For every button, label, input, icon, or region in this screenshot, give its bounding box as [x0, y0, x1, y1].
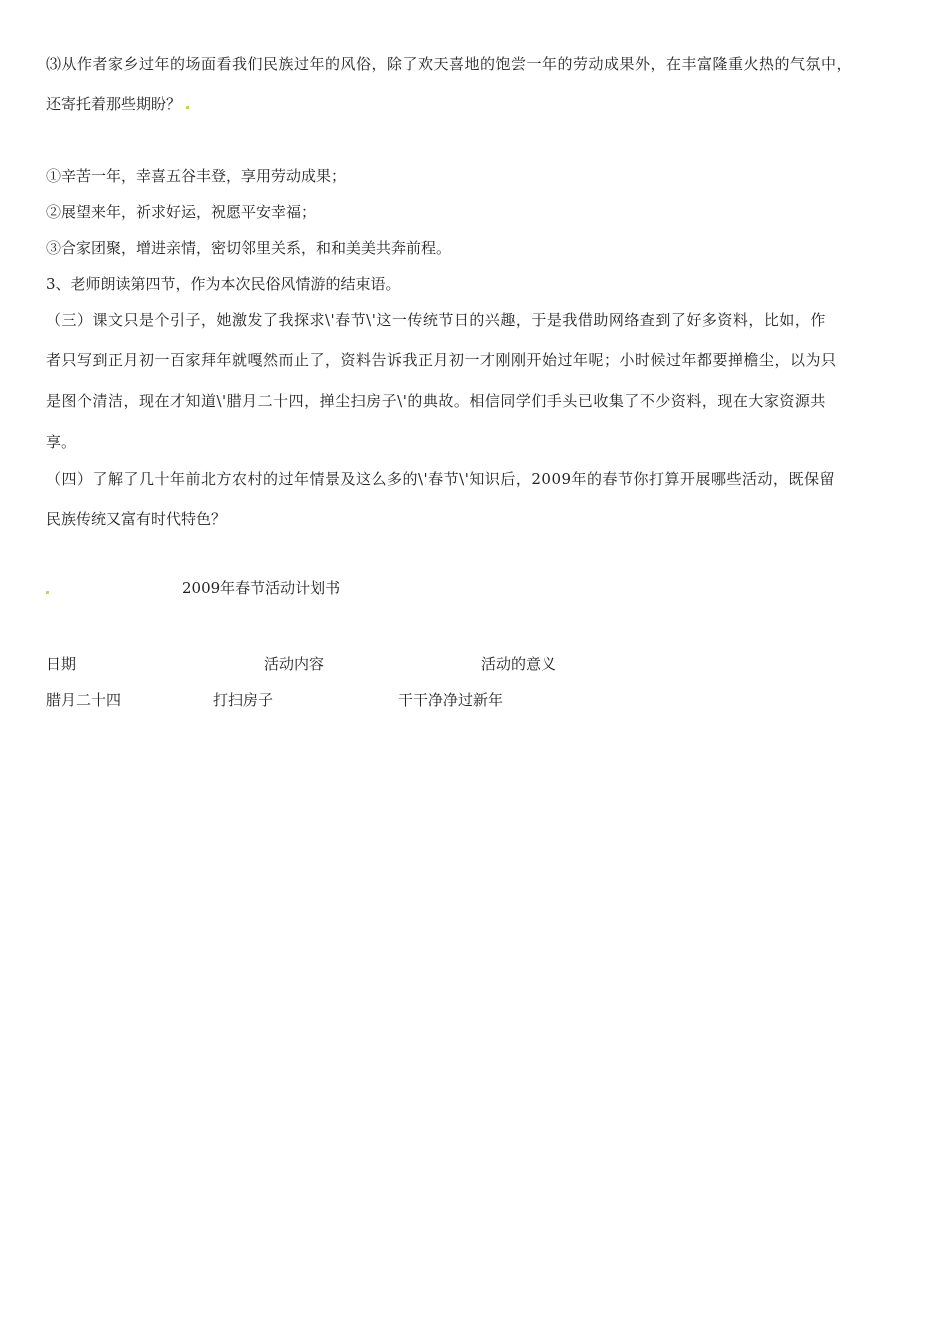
scan-dot-mark — [186, 106, 189, 109]
plan-row-1-date: 腊月二十四 — [46, 691, 122, 709]
question-3-line-2-text: 还寄托着那些期盼？ — [46, 95, 182, 113]
part-4-line-2: 民族传统又富有时代特色？ — [46, 510, 227, 528]
part-3-line-2: 者只写到正月初一百家拜年就嘎然而止了，资料告诉我正月初一才刚刚开始过年呢；小时候过年都要掸檐尘，以为只 — [46, 351, 837, 369]
plan-row-1-content: 打扫房子 — [213, 691, 274, 709]
question-3-line-1: ⑶从作者家乡过年的场面看我们民族过年的风俗，除了欢天喜地的饱尝一年的劳动成果外，在丰富隆重火热的气氛中， — [46, 55, 853, 73]
plan-header-meaning: 活动的意义 — [481, 655, 557, 673]
question-3-line-2 — [46, 94, 189, 114]
answer-1: ①辛苦一年，幸喜五谷丰登，享用劳动成果； — [46, 167, 347, 185]
part-3-line-1: （三）课文只是个引子，她激发了我探求\'春节\'这一传统节日的兴趣，于是我借助网络查到了好多资料，比如，作 — [46, 311, 826, 329]
plan-row-1-meaning: 干干净净过新年 — [398, 691, 504, 709]
part-3-line-3: 是图个清洁，现在才知道\'腊月二十四，掸尘扫房子\'的典故。相信同学们手头已收集了不少资料，现在大家资源共 — [46, 392, 826, 410]
plan-title: 2009年春节活动计划书 — [182, 579, 341, 597]
part-4-line-1: （四）了解了几十年前北方农村的过年情景及这么多的\'春节\'知识后，2009年的春节你打算开展哪些活动，既保留 — [46, 470, 836, 488]
plan-header-date: 日期 — [46, 655, 77, 673]
scan-dot-mark — [46, 591, 49, 594]
plan-header-content: 活动内容 — [264, 655, 325, 673]
part-3-line-4: 享。 — [46, 433, 77, 451]
step-3: 3、老师朗读第四节，作为本次民俗风情游的结束语。 — [46, 275, 401, 293]
answer-3: ③合家团聚，增进亲情，密切邻里关系，和和美美共奔前程。 — [46, 239, 452, 257]
answer-2: ②展望来年，祈求好运，祝愿平安幸福； — [46, 203, 317, 221]
